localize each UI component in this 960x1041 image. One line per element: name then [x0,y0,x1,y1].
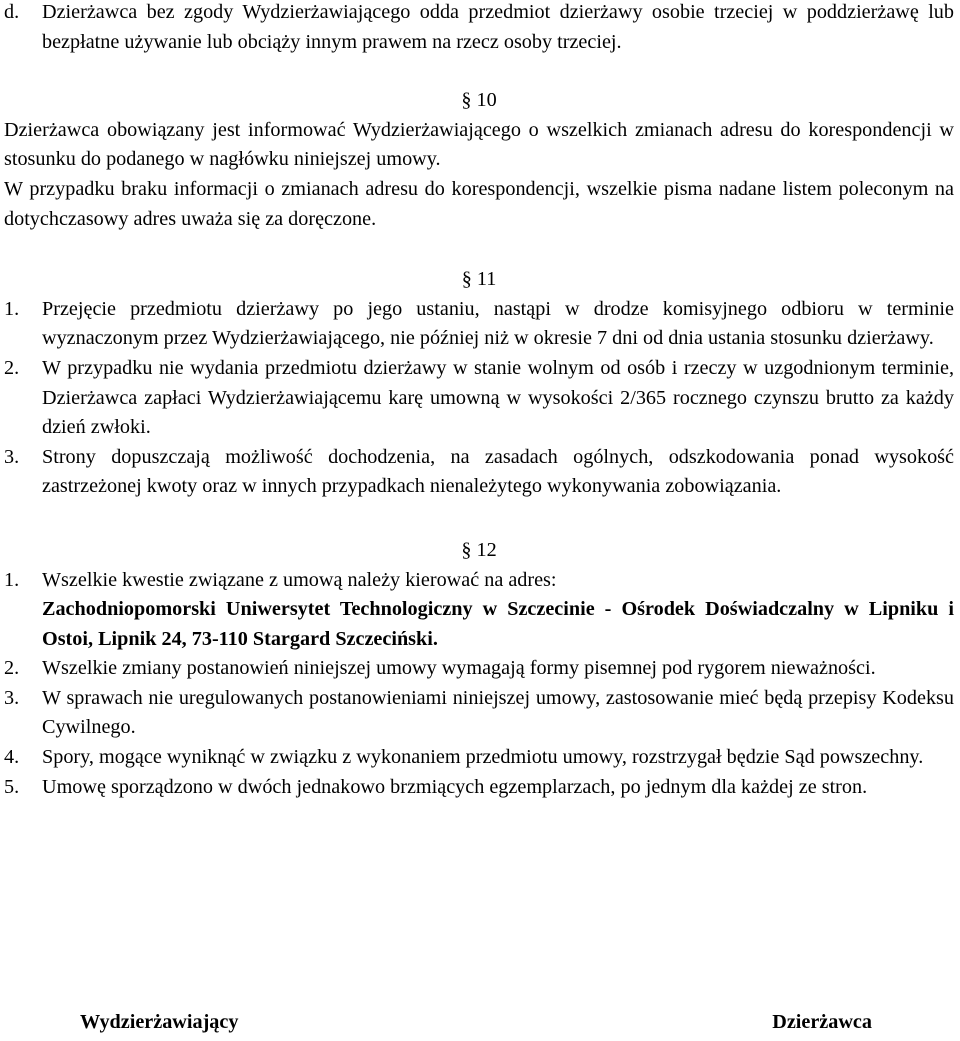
list-item-text: Spory, mogące wyniknąć w związku z wykonaniem przedmiotu umowy, rozstrzygał będzie Sąd powszechny. [42,746,924,769]
list-item [4,566,954,655]
signature-lessee: Dzierżawca [772,1011,872,1033]
list-item-text: W przypadku nie wydania przedmiotu dzierżawy w stanie wolnym od osób i rzeczy w uzgodnionym terminie, Dzierżawca zapłaci Wydzierżawiającemu karę umowną w wysokości 2/365 rocznego czynszu brutto za każdy dzień zwłoki. [42,356,954,439]
contact-address: Zachodniopomorski Uniwersytet Technologiczny w Szczecinie - Ośrodek Doświadczalny w Lipniku i Ostoi, Lipnik 24, 73-110 Stargard Szczeciński. [42,598,954,650]
list-item-d [4,0,954,57]
list-item-text: Dzierżawca bez zgody Wydzierżawiającego odda przedmiot dzierżawy osobie trzeciej w poddzierżawę lub bezpłatne używanie lub obciąży innym prawem na rzecz osoby trzeciej. [42,1,954,53]
list-item-number: 1. [4,568,20,591]
list-item-number: 4. [4,746,20,769]
list-item-text: Przejęcie przedmiotu dzierżawy po jego ustaniu, nastąpi w drodze komisyjnego odbioru w terminie wyznaczonym przez Wydzierżawiającego, nie później niż w okresie 7 dni od dnia ustania stosunku dzierżawy. [42,297,954,350]
section-heading-12: § 12 [461,538,497,561]
list-item-text: W sprawach nie uregulowanych postanowieniami niniejszej umowy, zastosowanie mieć będą przepisy Kodeksu Cywilnego. [42,686,954,739]
list-item [4,443,954,502]
list-item-text: Umowę sporządzono w dwóch jednakowo brzmiących egzemplarzach, po jednym dla każdej ze stron. [42,775,868,798]
list-item [4,654,954,684]
document-page [4,0,954,1033]
paragraph-address-change: Dzierżawca obowiązany jest informować Wydzierżawiającego o wszelkich zmianach adresu do korespondencji w stosunku do podanego w nagłówku niniejszej umowy. [4,118,954,171]
list-item-number: 2. [4,356,20,379]
list-item-text: Wszelkie zmiany postanowień niniejszej umowy wymagają formy pisemnej pod rygorem nieważności. [42,657,876,680]
list-item-number: 3. [4,686,20,709]
list-item-text: Wszelkie kwestie związane z umową należy kierować na adres: [42,568,557,591]
list-item-number: 1. [4,297,20,320]
list-item-number: 5. [4,775,20,798]
signature-block [4,1008,954,1038]
list-item-text: Strony dopuszczają możliwość dochodzenia, na zasadach ogólnych, odszkodowania ponad wysokość zastrzeżonej kwoty oraz w innych przypadkach nienależytego wykonywania zobowiązania. [42,445,954,498]
list-item-number: d. [4,1,20,23]
list-item [4,295,954,354]
list-item-content [42,566,954,655]
section-heading-10: § 10 [461,89,497,112]
paragraph-no-information: W przypadku braku informacji o zmianach adresu do korespondencji, wszelkie pisma nadane listem poleconym na dotychczasowy adres uważa się za doręczone. [4,177,954,230]
list-item-number: 2. [4,657,20,680]
section-heading-11: § 11 [461,268,497,291]
signature-lessor: Wydzierżawiający [80,1011,239,1033]
list-item [4,354,954,443]
list-item [4,743,954,773]
list-item-number: 3. [4,445,20,468]
list-item [4,684,954,743]
list-item [4,773,954,803]
